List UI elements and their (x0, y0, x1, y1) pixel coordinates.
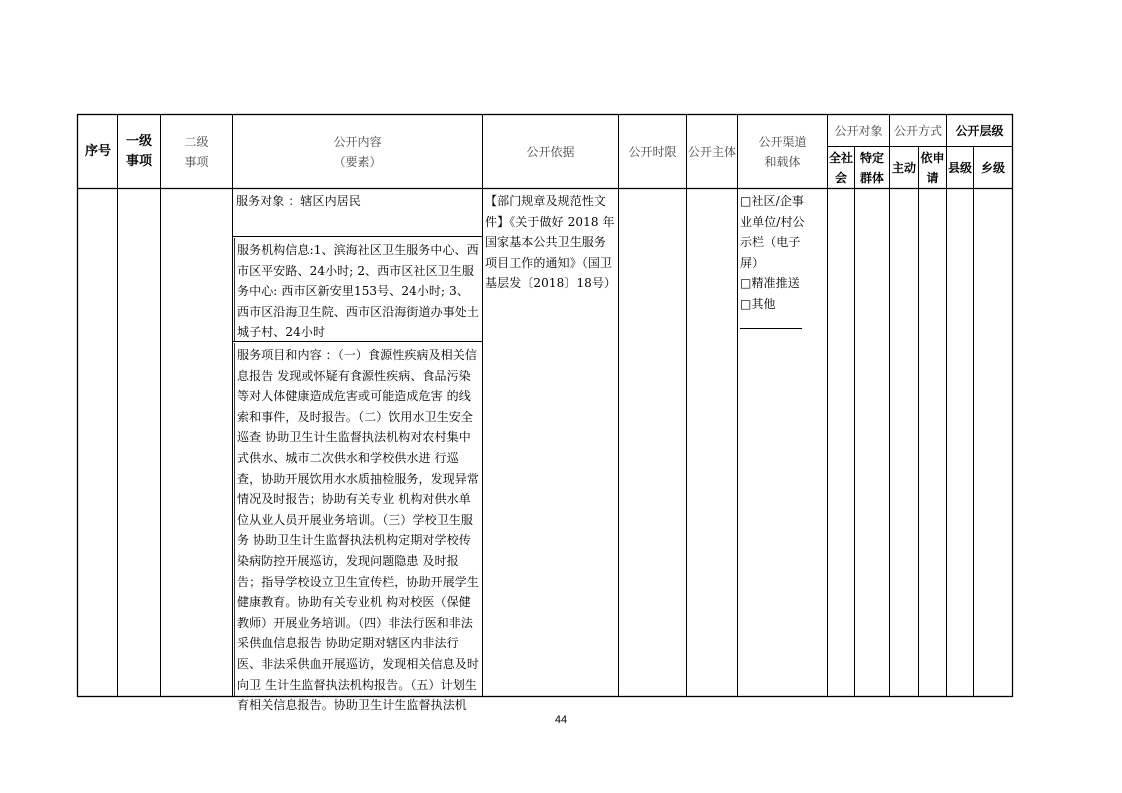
channel-item-push: □精准推送 (740, 276, 800, 291)
header-target-all: 全社会 (829, 150, 854, 185)
header-level1: 一级事项 (125, 133, 152, 169)
header-method-active: 主动 (891, 160, 916, 175)
header-level2: 二级事项 (184, 134, 209, 169)
fill-in-blank (740, 316, 802, 329)
channel-item-bulletin: □社区/企事业单位/村公示栏（电子屏） (740, 194, 805, 270)
header-seq: 序号 (84, 143, 111, 159)
content-service-items: 服务项目和内容 ：（一）食源性疾病及相关信息报告 发现或怀疑有食源性疾病、食品污染等对人体健康造成危害或可能造成危害 的线索和事件，及时报告。（二）饮用水卫生安全巡查 协助卫生计生监督执法机构对农村集中式供水、城市二次供水和学校供水进 行巡查，协助开展饮用水水质抽检服务，发现异常情况及时报告；协助有关专业 机构对供水单位从业人员开展业务培训。（三）学校卫生服务 协助卫生计生监督执法机构定期对学校传染病防控开展巡访，发现问题隐患 及时报告；指导学校设立卫生宣传栏，协助开展学生健康教育。协助有关专业机 构对校医（保健教师）开展业务培训。（四）非法行医和非法采供血信息报告 协助定期对辖区内非法行医、非法采供血开展巡访，发现相关信息及时向卫 生计生监督执法机构报告。（五）计划生育相关信息报告。协助卫生计生监督执法机 (237, 348, 480, 713)
header-basis: 公开依据 (526, 144, 575, 159)
header-time-limit: 公开时限 (628, 144, 677, 159)
basis-text: 【部门规章及规范性文件】《关于做好 2018 年国家基本公共卫生服务项目工作的通知》（国卫基层发〔2018〕18号） (485, 194, 617, 291)
header-channel: 公开渠道 和载体 (758, 134, 807, 169)
channel-item-other: □其他 (740, 294, 816, 335)
header-subject: 公开主体 (687, 144, 736, 159)
channel-list (738, 189, 818, 319)
header-level: 公开层级 (955, 123, 1004, 138)
header-method: 公开方式 (893, 123, 942, 138)
page-number: 44 (554, 714, 568, 726)
content-service-target: 服务对象 ：辖区内居民 (236, 194, 361, 208)
header-level-town: 乡级 (980, 160, 1005, 175)
header-method-apply: 依申请 (920, 150, 945, 185)
header-target: 公开对象 (834, 123, 883, 138)
header-level-county: 县级 (947, 160, 972, 175)
header-content: 公开内容 （要素） (333, 134, 382, 169)
header-target-specific: 特定群体 (860, 150, 885, 185)
content-institutions: 服务机构信息:1、滨海社区卫生服务中心、西市区平安路、24小时; 2、西市区社区卫生服务中心: 西市区新安里153号、24小时; 3、西市区沿海卫生院、西市区沿海街道办事处土城子村、24小时 (237, 243, 480, 340)
